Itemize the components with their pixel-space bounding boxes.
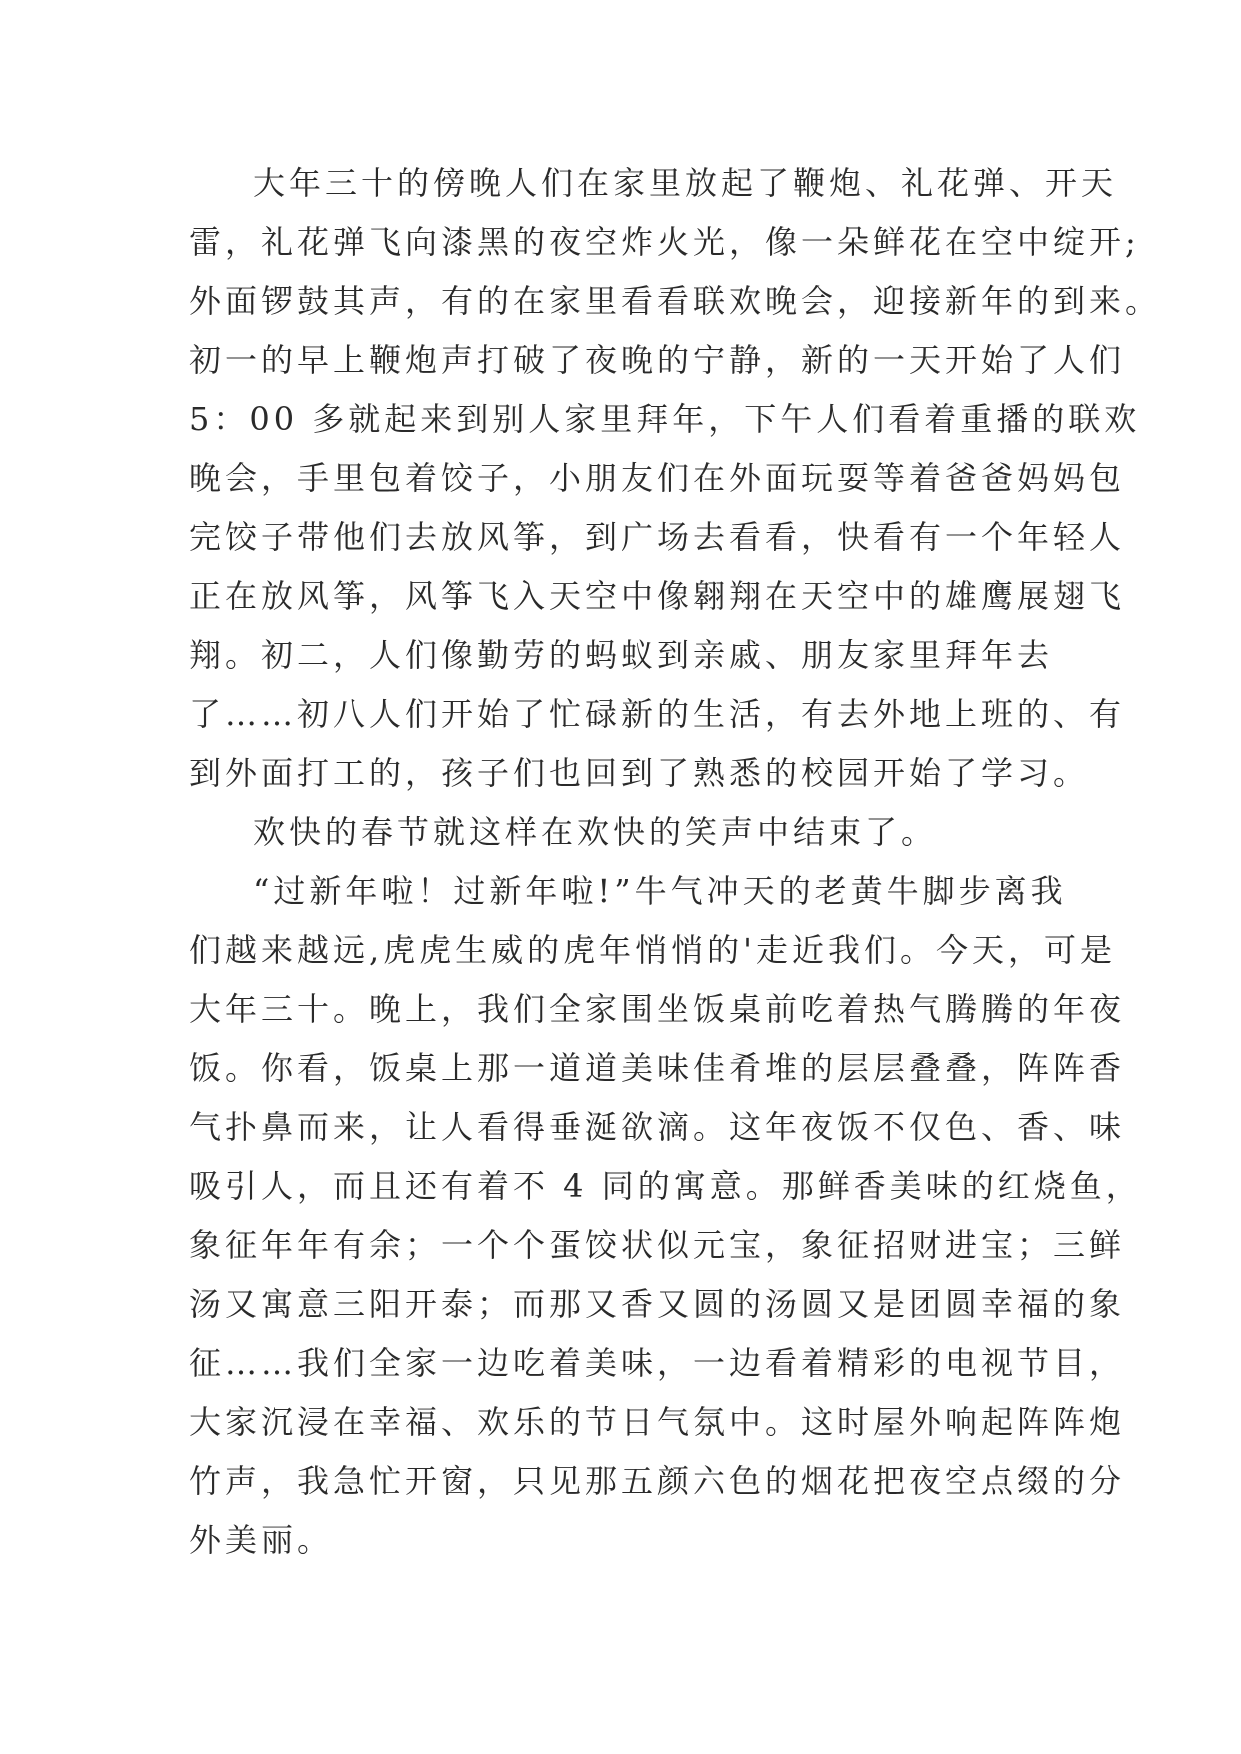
text-line: 外面锣鼓其声，有的在家里看看联欢晚会，迎接新年的到来。 [189,282,1162,320]
text-line: 初一的早上鞭炮声打破了夜晚的宁静，新的一天开始了人们 [189,341,1126,379]
text-line: 5：00 多就起来到别人家里拜年，下午人们看着重播的联欢 [189,400,1141,438]
text-line: 大年三十。晚上，我们全家围坐饭桌前吃着热气腾腾的年夜 [189,990,1126,1028]
paragraph [189,803,1069,862]
text-line: 大家沉浸在幸福、欢乐的节日气氛中。这时屋外响起阵阵炮 [189,1403,1126,1441]
text-line: 大年三十的傍晚人们在家里放起了鞭炮、礼花弹、开天 [253,164,1118,202]
text-line: 欢快的春节就这样在欢快的笑声中结束了。 [253,813,938,851]
paragraph [189,862,1142,1570]
text-line: 竹声，我急忙开窗，只见那五颜六色的烟花把夜空点缀的分 [189,1462,1126,1500]
text-line: 汤又寓意三阳开泰；而那又香又圆的汤圆又是团圆幸福的象 [189,1285,1126,1323]
text-line: 了……初八人们开始了忙碌新的生活，有去外地上班的、有 [189,695,1126,733]
text-line: 晚会，手里包着饺子，小朋友们在外面玩耍等着爸爸妈妈包 [189,459,1126,497]
text-line: 气扑鼻而来，让人看得垂涎欲滴。这年夜饭不仅色、香、味 [189,1108,1126,1146]
text-line: 征……我们全家一边吃着美味，一边看着精彩的电视节目， [189,1344,1126,1382]
text-line: 到外面打工的，孩子们也回到了熟悉的校园开始了学习。 [189,754,1090,792]
text-line: 们越来越远,虎虎生威的虎年悄悄的'走近我们。今天，可是 [189,931,1116,969]
text-line: 翔。初二，人们像勤劳的蚂蚁到亲戚、朋友家里拜年去 [189,636,1054,674]
text-line: 外美丽。 [189,1521,334,1559]
document-body [189,154,1162,1570]
text-line: 雷，礼花弹飞向漆黑的夜空炸火光，像一朵鲜花在空中绽开; [189,223,1140,261]
text-line: 吸引人，而且还有着不 4 同的寓意。那鲜香美味的红烧鱼， [189,1167,1142,1205]
text-line: 完饺子带他们去放风筝，到广场去看看，快看有一个年轻人 [189,518,1126,556]
text-line: 象征年年有余；一个个蛋饺状似元宝，象征招财进宝；三鲜 [189,1226,1126,1264]
text-line: 正在放风筝，风筝飞入天空中像翱翔在天空中的雄鹰展翅飞 [189,577,1126,615]
paragraph [189,154,1162,803]
text-line: “过新年啦！过新年啦!”牛气冲天的老黄牛脚步离我 [253,872,1067,910]
text-line: 饭。你看，饭桌上那一道道美味佳肴堆的层层叠叠，阵阵香 [189,1049,1126,1087]
